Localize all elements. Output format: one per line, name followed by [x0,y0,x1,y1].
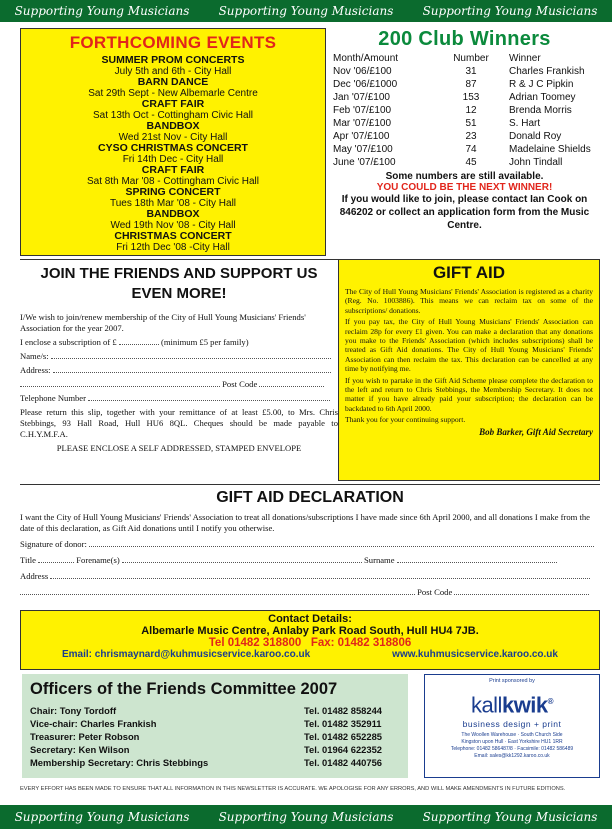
subscription-label: I enclose a subscription of £ [20,337,117,347]
event-title: CRAFT FAIR [141,164,205,176]
winner-row [333,143,601,156]
winner-month-amount: Mar '07/£100 [333,118,392,129]
postcode-line [20,379,338,390]
banner-text: Supporting Young Musicians [218,4,394,18]
event-detail: Fri 12th Dec '08 -City Hall [116,242,230,253]
postcode-label: Post Code [222,379,258,389]
column-header: Winner [509,53,541,64]
officers-heading: Officers of the Friends Committee 2007 [30,680,338,698]
winner-month-amount: Nov '06/£100 [333,66,392,77]
winner-number: 23 [465,131,477,142]
column-header: Number [453,53,489,64]
name-field[interactable] [51,358,331,359]
officer-role: Chair: Tony Tordoff [30,705,117,716]
forenames-field[interactable] [122,562,362,563]
address-label: Address: [20,365,51,375]
banner-text: Supporting Young Musicians [218,810,394,824]
winner-month-amount: June '07/£100 [333,157,396,168]
name-line [20,351,338,362]
winner-row [333,117,601,130]
address-line [20,365,338,376]
title-label: Title [20,555,36,565]
declaration-text: I want the City of Hull Young Musicians' Friends' Association to treat all donations/subscriptions I have made since 6th April 2000, and all donations I make from the date of this declaration, as Gift Aid donations until I notify you otherwise. [20,512,590,533]
address-line [20,571,600,582]
title-field[interactable] [38,562,74,563]
contact-email[interactable]: Email: chrismaynard@kuhmusicservice.karoo.co.uk [61,649,311,660]
numbers-available: Some numbers are still available. [385,171,544,182]
gift-aid-paragraph: If you pay tax, the City of Hull Young Musicians' Friends' Association can reclaim 28p for every £1 given. You can make a declaration that any donations you make to the Friends' Association (which includes subscriptions) shall be treated as Gift Aid donations. The City of Hull Young Musicians' Friends' Association can then reclaim the tax. This declaration can be cancelled at any time by notifying me. [345,317,593,374]
winner-row [333,104,601,117]
winner-row [333,156,601,169]
winner-number: 87 [465,79,477,90]
signature-field[interactable] [89,546,594,547]
event-title: CRAFT FAIR [141,98,205,110]
officer-role: Vice-chair: Charles Frankish [30,718,157,729]
subscription-line [20,337,338,348]
winner-month-amount: Jan '07/£100 [333,92,390,103]
officer-row [30,730,400,743]
subscription-minimum: (minimum £5 per family) [160,337,249,347]
sponsor-label: Print sponsored by [489,678,535,684]
contact-details-box [20,610,600,670]
winner-month-amount: Feb '07/£100 [333,105,392,116]
winner-row [333,91,601,104]
friends-heading: JOIN THE FRIENDS AND SUPPORT US EVEN MORE! [40,265,318,302]
signature-line [20,539,600,550]
events-heading: FORTHCOMING EVENTS [69,33,277,52]
club-winners-box [329,28,600,256]
event-detail: Wed 21st Nov - City Hall [118,132,228,143]
sponsor-address-line: The Woollen Warehouse · South Church Side [461,732,563,739]
event-title: BARN DANCE [137,76,209,88]
winner-month-amount: May '07/£100 [333,144,393,155]
winner-number: 45 [465,157,477,168]
winner-name: Charles Frankish [509,66,585,77]
winner-row [333,78,601,91]
gift-aid-paragraph: Thank you for your continuing support. [345,415,466,425]
banner-text: Supporting Young Musicians [422,810,598,824]
winner-row [333,65,601,78]
postcode-line [20,587,600,598]
contact-online [21,649,599,660]
winners-table [333,53,601,169]
name-line [20,555,600,566]
event-title: SPRING CONCERT [125,186,221,198]
officer-telephone: Tel. 01482 858244 [304,705,383,716]
event-detail: Sat 13th Oct - Cottingham Civic Hall [92,110,254,121]
surname-field[interactable] [397,562,557,563]
address-label: Address [20,571,49,581]
event-detail: Sat 8th Mar '08 - Cottingham Civic Hall [87,176,259,187]
sponsor-address [425,732,599,760]
kallkwik-logo [425,690,599,717]
winner-name: R & J C Pipkin [509,79,574,90]
surname-label: Surname [364,555,395,565]
telephone-field[interactable] [88,400,330,401]
address-field[interactable] [53,372,331,373]
gift-aid-paragraph: The City of Hull Young Musicians' Friends' Association is registered as a charity (Reg. No. 1003886). This means we can reclaim tax on some of the subscriptions/ donations. [345,287,593,315]
envelope-notice: PLEASE ENCLOSE A SELF ADDRESSED, STAMPED ENVELOPE [56,443,302,453]
officer-telephone: Tel. 01482 652285 [304,731,383,742]
membership-intro: I/We wish to join/renew membership of the City of Hull Young Musicians' Friends' Association for the year 2007. [20,312,306,333]
sponsor-address-line: Kingston upon Hull · East Yorkshire HU1 1RR [461,739,563,746]
forenames-label: Forename(s) [76,555,120,565]
winner-name: S. Hart [509,118,541,129]
event-detail: Wed 19th Nov '08 - City Hall [110,220,236,231]
signature-label: Signature of donor: [20,539,87,549]
sponsor-box [424,674,600,778]
gift-aid-heading: GIFT AID [432,263,506,282]
gift-aid-paragraph: If you wish to partake in the Gift Aid Scheme please complete the declaration to the left and return to Chris Stebbings, the Membership Secretary. It does not matter if you have already paid your subscription; the declaration can be backdated to 6th April 2000. [345,375,593,413]
winner-name: Adrian Toomey [509,92,576,103]
forthcoming-events-box [20,28,326,256]
gift-aid-box [338,259,600,481]
winner-number: 31 [465,66,477,77]
events-list [21,55,325,253]
winner-name: Madelaine Shields [509,144,591,155]
sponsor-address-line: Telephone: 01482 586487/8 · Facsimile: 01482 586489 [450,746,574,753]
join-friends-form [20,259,338,481]
event-title: CYSO CHRISTMAS CONCERT [98,142,248,154]
sponsor-address-line: Email: sales@kk1292.karoo.co.uk [474,753,550,760]
winner-number: 74 [465,144,477,155]
event-detail: Tues 18th Mar '08 - City Hall [109,198,237,209]
officer-row [30,704,400,717]
postcode-label: Post Code [417,587,453,597]
winner-month-amount: Apr '07/£100 [333,131,390,142]
gift-aid-signature: Bob Barker, Gift Aid Secretary [479,426,593,437]
officer-row [30,743,400,756]
registered-mark: ® [547,697,554,706]
event-title: BANDBOX [146,120,200,132]
return-instructions: Please return this slip, together with your remittance of at least £5.00, to Mrs. Chris Stebbings, 93 Hall Road, Hull HU6 8QL. Cheques should be made payable to C.H.Y.M.F.A. [20,407,338,439]
winner-name: John Tindall [509,157,563,168]
disclaimer: EVERY EFFORT HAS BEEN MADE TO ENSURE THAT ALL INFORMATION IN THIS NEWSLETTER IS ACCURATE. WE APOLOGISE FOR ANY ERRORS, AND WILL MAKE AMENDMENTS IN FUTURE EDITIONS. [20,786,566,792]
officer-row [30,717,400,730]
banner-text: Supporting Young Musicians [422,4,598,18]
banner-text: Supporting Young Musicians [14,4,190,18]
sponsor-tagline: business design + print [462,719,562,730]
logo-part: kall [470,692,502,718]
banner-text: Supporting Young Musicians [14,810,190,824]
top-banner [0,0,612,22]
winner-number: 12 [465,105,477,116]
contact-address: Albemarle Music Centre, Anlaby Park Road South, Hull HU4 7JB. [141,625,479,637]
officers-list [30,704,400,769]
address-field-2[interactable] [20,594,415,595]
gift-aid-declaration [20,484,600,608]
column-header: Month/Amount [333,53,399,64]
winner-row [333,130,601,143]
declaration-heading: GIFT AID DECLARATION [216,489,404,506]
postcode-field[interactable] [259,386,324,387]
contact-website[interactable]: www.kuhmusicservice.karoo.co.uk [392,649,558,660]
officers-box [22,674,408,778]
subscription-amount-field[interactable] [119,344,159,345]
contact-phone: Tel 01482 318800 Fax: 01482 318806 [208,637,412,649]
officer-telephone: Tel. 01482 352911 [304,718,382,729]
join-info: If you would like to join, please contact Ian Cook on 846202 or collect an application form from the Music Centre. [339,194,590,231]
event-title: CHRISTMAS CONCERT [114,230,232,242]
winner-number: 51 [465,118,477,129]
club-heading: 200 Club Winners [378,28,551,50]
officer-role: Secretary: Ken Wilson [30,744,130,755]
postcode-field[interactable] [454,594,589,595]
contact-title: Contact Details: [268,613,352,625]
telephone-line [20,393,338,404]
event-detail: Fri 14th Dec - City Hall [122,154,224,165]
winner-number: 153 [462,92,480,103]
winners-header-row [333,53,601,65]
officer-row [30,756,400,769]
officer-role: Treasurer: Peter Robson [30,731,140,742]
event-detail: Sat 29th Sept - New Albemarle Centre [88,88,258,99]
winner-month-amount: Dec '06/£1000 [333,79,398,90]
name-label: Name/s: [20,351,49,361]
address-field[interactable] [50,578,590,579]
telephone-label: Telephone Number [20,393,86,403]
winner-name: Brenda Morris [509,105,572,116]
next-winner: YOU COULD BE THE NEXT WINNER! [376,182,553,193]
bottom-banner [0,805,612,829]
officer-telephone: Tel. 01964 622352 [304,744,383,755]
event-title: BANDBOX [146,208,200,220]
event-detail: July 5th and 6th - City Hall [114,66,232,77]
officer-role: Membership Secretary: Chris Stebbings [30,757,209,768]
officer-telephone: Tel. 01482 440756 [304,757,383,768]
logo-part: kwik [501,692,548,718]
address-field-2[interactable] [20,386,220,387]
winner-name: Donald Roy [509,131,562,142]
event-title: SUMMER PROM CONCERTS [101,54,245,66]
